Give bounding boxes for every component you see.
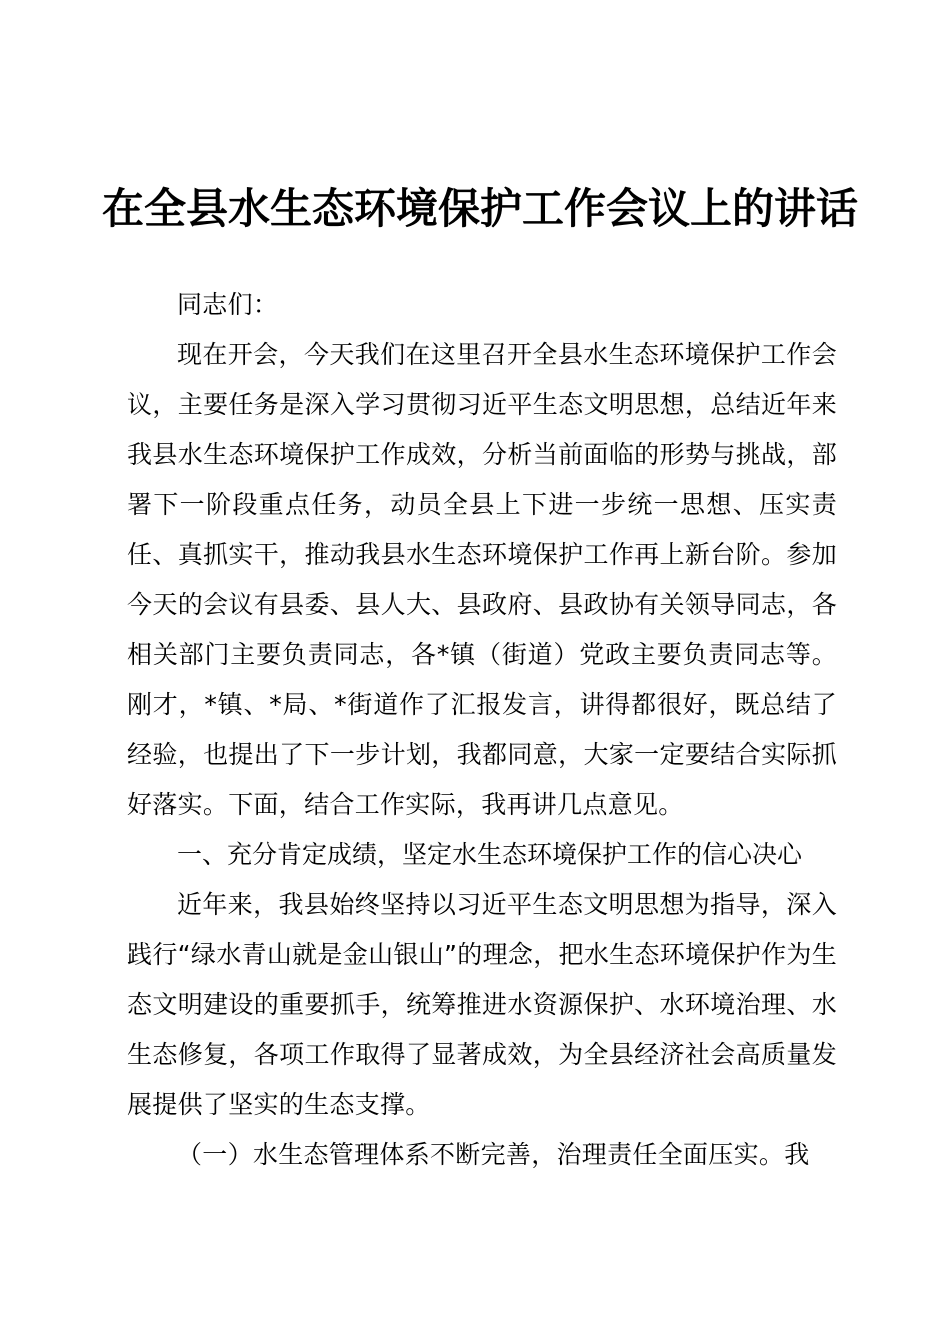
document-body xyxy=(127,280,837,1180)
section-heading: 一、充分肯定成绩，坚定水生态环境保护工作的信心决心 xyxy=(177,840,803,869)
document-title: 在全县水生态环境保护工作会议上的讲话 xyxy=(101,184,858,233)
salutation: 同志们： xyxy=(177,290,279,319)
subsection-paragraph: （一）水生态管理体系不断完善，治理责任全面压实。我 xyxy=(177,1140,810,1169)
opening-paragraph: 现在开会，今天我们在这里召开全县水生态环境保护工作会议，主要任务是深入学习贯彻习近平生态文明思想，总结近年来我县水生态环境保护工作成效，分析当前面临的形势与挑战，部署下一阶段重点任务，动员全县上下进一步统一思想、压实责任、真抓实干，推动我县水生态环境保护工作再上新台阶。参加今天的会议有县委、县人大、县政府、县政协有关领导同志，各相关部门主要负责同志，各*镇（街道）党政主要负责同志等。刚才，*镇、*局、*街道作了汇报发言，讲得都很好，既总结了经验，也提出了下一步计划，我都同意，大家一定要结合实际抓好落实。下面，结合工作实际，我再讲几点意见。 xyxy=(127,340,837,819)
section-paragraph: 近年来，我县始终坚持以习近平生态文明思想为指导，深入践行“绿水青山就是金山银山”的理念，把水生态环境保护作为生态文明建设的重要抓手，统筹推进水资源保护、水环境治理、水生态修复，各项工作取得了显著成效，为全县经济社会高质量发展提供了坚实的生态支撑。 xyxy=(127,890,837,1119)
